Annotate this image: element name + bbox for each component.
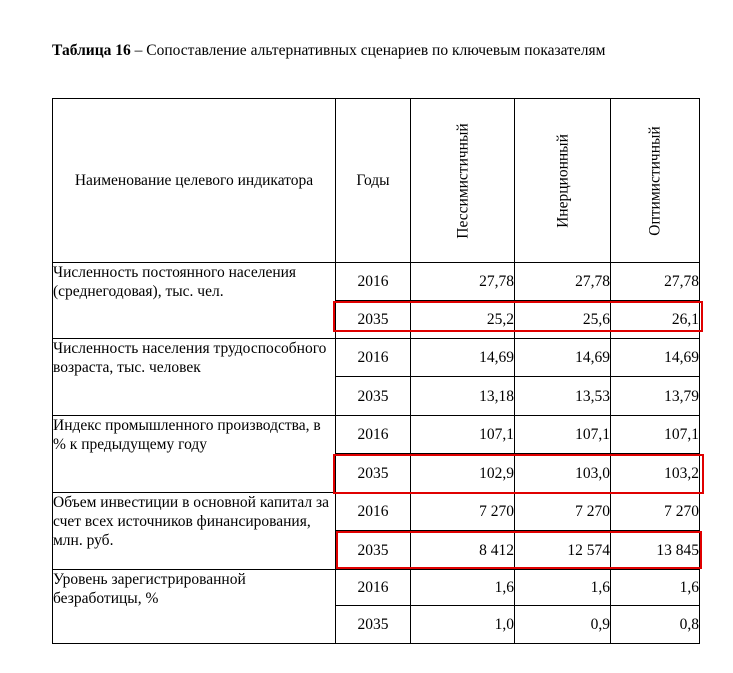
value-cell: 1,6 [411,570,515,606]
year-cell: 2016 [336,493,411,531]
table-row [53,339,700,377]
year-cell: 2016 [336,416,411,454]
header-years: Годы [336,99,411,263]
value-cell: 102,9 [411,454,515,493]
header-pessimistic [411,99,515,263]
value-cell: 25,2 [411,301,515,339]
table-caption [52,42,722,60]
caption-text: – Сопоставление альтернативных сценариев по ключевым показателям [130,42,606,59]
value-cell: 14,69 [611,339,700,377]
value-cell: 13,53 [515,377,611,416]
value-cell: 103,0 [515,454,611,493]
indicator-industrial-index [53,416,336,493]
value-cell: 0,9 [515,606,611,644]
header-optimistic [611,99,700,263]
value-cell: 27,78 [515,263,611,301]
value-cell: 12 574 [515,531,611,570]
year-cell: 2016 [336,263,411,301]
table-row [53,416,700,454]
year-cell: 2035 [336,606,411,644]
scenario-comparison-table [52,98,700,644]
table-row [53,570,700,606]
value-cell: 14,69 [515,339,611,377]
year-cell: 2016 [336,339,411,377]
indicator-unemployment: Уровень зарегистрированной безработицы, % [53,570,336,644]
caption-label: Таблица 16 [52,42,131,59]
value-cell: 107,1 [611,416,700,454]
value-cell: 1,0 [411,606,515,644]
value-cell: 13,79 [611,377,700,416]
header-inertial [515,99,611,263]
table-row [53,263,700,301]
header-optimistic-label: Оптимистичный [646,125,664,236]
value-cell: 13,18 [411,377,515,416]
value-cell: 107,1 [411,416,515,454]
value-cell: 27,78 [411,263,515,301]
header-indicator: Наименование целевого индикатора [53,99,336,263]
year-cell: 2035 [336,454,411,493]
indicator-industrial-index-text: Индекс промышленного производства, в % к предыдущему году [53,417,321,453]
value-cell: 1,6 [515,570,611,606]
value-cell: 0,8 [611,606,700,644]
value-cell: 14,69 [411,339,515,377]
value-cell: 27,78 [611,263,700,301]
value-cell: 26,1 [611,301,700,339]
value-cell: 1,6 [611,570,700,606]
year-cell: 2016 [336,570,411,606]
year-cell: 2035 [336,377,411,416]
table-row [53,493,700,531]
indicator-working-age: Численность населения трудоспособного возраста, тыс. человек [53,339,336,416]
value-cell: 103,2 [611,454,700,493]
value-cell: 13 845 [611,531,700,570]
year-cell: 2035 [336,301,411,339]
value-cell: 7 270 [411,493,515,531]
value-cell: 7 270 [515,493,611,531]
header-row [53,99,700,263]
header-inertial-label: Инерционный [554,133,571,228]
year-cell: 2035 [336,531,411,570]
indicator-investment: Объем инвестиции в основной капитал за счет всех источников финансирования, млн. руб. [53,493,336,570]
value-cell: 25,6 [515,301,611,339]
value-cell: 8 412 [411,531,515,570]
value-cell: 107,1 [515,416,611,454]
header-pessimistic-label: Пессимистичный [454,122,471,239]
indicator-population: Численность постоянного населения (среднегодовая), тыс. чел. [53,263,336,339]
value-cell: 7 270 [611,493,700,531]
